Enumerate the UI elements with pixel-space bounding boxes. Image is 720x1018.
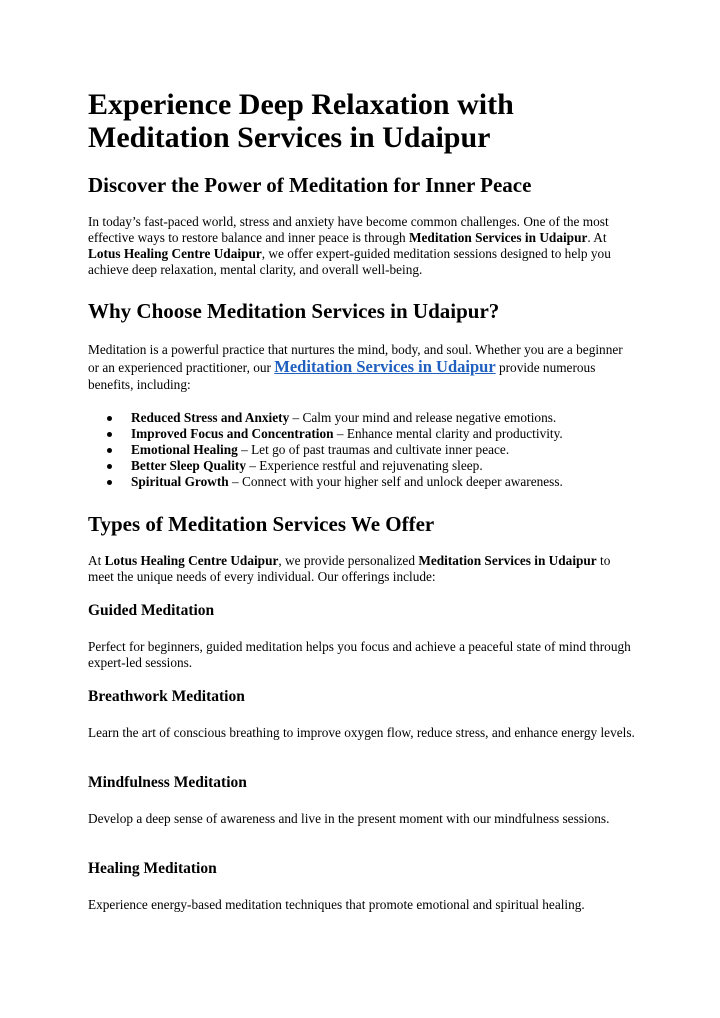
benefit-item bbox=[88, 426, 636, 442]
benefit-title: Better Sleep Quality bbox=[131, 458, 246, 473]
benefit-item bbox=[88, 474, 636, 490]
benefit-text: – Calm your mind and release negative emotions. bbox=[289, 410, 557, 425]
mindfulness-meditation-heading: Mindfulness Meditation bbox=[88, 774, 247, 791]
why-heading: Why Choose Meditation Services in Udaipur? bbox=[88, 299, 500, 323]
benefit-text: – Experience restful and rejuvenating sleep. bbox=[245, 458, 483, 473]
breathwork-meditation-heading: Breathwork Meditation bbox=[88, 688, 245, 705]
types-text-2: , we provide personalized bbox=[278, 553, 419, 568]
types-text-1: At bbox=[88, 553, 105, 568]
benefit-title: Spiritual Growth bbox=[131, 474, 229, 489]
types-paragraph bbox=[88, 553, 636, 585]
benefit-item bbox=[88, 442, 636, 458]
intro-paragraph bbox=[88, 214, 636, 278]
benefit-text: – Enhance mental clarity and productivity. bbox=[333, 426, 563, 441]
intro-text-3: , we offer expert-guided meditation sessions designed to help you achieve deep relaxation, mental clarity, and overall well-being. bbox=[88, 246, 611, 277]
bullet-icon bbox=[107, 432, 112, 437]
mindfulness-meditation-text: Develop a deep sense of awareness and live in the present moment with our mindfulness sessions. bbox=[88, 811, 610, 826]
types-text-3: to meet the unique needs of every individual. Our offerings include: bbox=[88, 553, 611, 584]
healing-meditation-heading: Healing Meditation bbox=[88, 860, 217, 877]
intro-bold-service: Meditation Services in Udaipur bbox=[408, 230, 588, 245]
intro-heading: Discover the Power of Meditation for Inner Peace bbox=[88, 173, 532, 197]
intro-text-1: In today’s fast-paced world, stress and anxiety have become common challenges. One of the most effective ways to restore balance and inner peace is through bbox=[88, 214, 609, 245]
why-paragraph bbox=[88, 341, 636, 393]
healing-meditation-text: Experience energy-based meditation techniques that promote emotional and spiritual healing. bbox=[88, 897, 585, 912]
bullet-icon bbox=[107, 480, 112, 485]
guided-meditation-heading: Guided Meditation bbox=[88, 602, 215, 619]
benefit-title: Improved Focus and Concentration bbox=[131, 426, 334, 441]
types-heading: Types of Meditation Services We Offer bbox=[88, 512, 435, 536]
bullet-icon bbox=[107, 448, 112, 453]
types-bold-service: Meditation Services in Udaipur bbox=[418, 553, 597, 568]
benefit-text: – Let go of past traumas and cultivate inner peace. bbox=[237, 442, 510, 457]
meditation-services-link[interactable]: Meditation Services in Udaipur bbox=[274, 357, 496, 376]
why-text-2: provide numerous benefits, including: bbox=[88, 360, 596, 392]
benefits-list bbox=[88, 410, 636, 490]
benefit-text: – Connect with your higher self and unlock deeper awareness. bbox=[228, 474, 563, 489]
bullet-icon bbox=[107, 416, 112, 421]
benefit-item bbox=[88, 410, 636, 426]
bullet-icon bbox=[107, 464, 112, 469]
intro-bold-centre: Lotus Healing Centre Udaipur bbox=[88, 246, 262, 261]
page-title: Experience Deep Relaxation with Meditation Services in Udaipur bbox=[88, 88, 514, 154]
benefit-title: Reduced Stress and Anxiety bbox=[131, 410, 290, 425]
benefit-item bbox=[88, 458, 636, 474]
benefit-title: Emotional Healing bbox=[131, 442, 238, 457]
intro-text-2: . At bbox=[587, 230, 607, 245]
breathwork-meditation-text: Learn the art of conscious breathing to improve oxygen flow, reduce stress, and enhance energy levels. bbox=[88, 725, 635, 740]
why-text-1: Meditation is a powerful practice that nurtures the mind, body, and soul. Whether you are a beginner or an experienced practitioner, our bbox=[88, 342, 623, 375]
types-bold-centre: Lotus Healing Centre Udaipur bbox=[104, 553, 279, 568]
guided-meditation-text: Perfect for beginners, guided meditation helps you focus and achieve a peaceful state of mind through expert-led sessions. bbox=[88, 639, 631, 670]
